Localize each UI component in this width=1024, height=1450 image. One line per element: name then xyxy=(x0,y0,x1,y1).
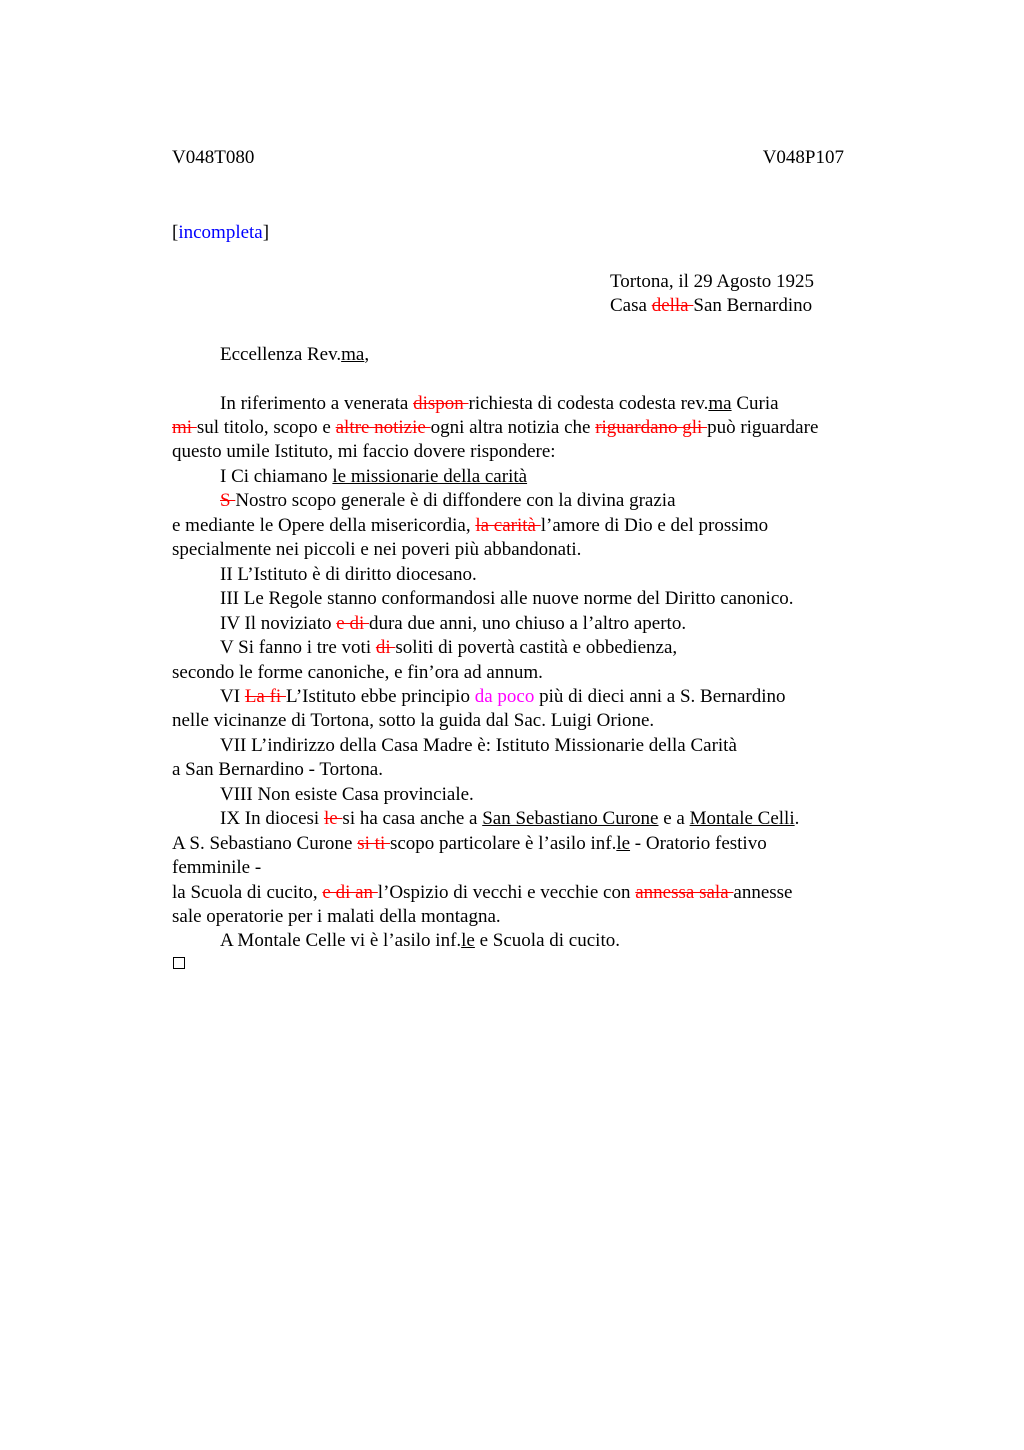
body-line: e mediante le Opere della misericordia, la carità l’amore di Dio e del prossimo xyxy=(172,515,769,536)
deleted-text: mi xyxy=(172,417,197,438)
body-line: A Montale Celle vi è l’asilo inf.le e Scuola di cucito. xyxy=(220,930,620,951)
status-note: [incompleta] xyxy=(172,222,270,243)
body-line: S Nostro scopo generale è di diffondere con la divina grazia xyxy=(220,490,676,511)
deleted-text: e di an xyxy=(322,882,378,903)
salutation: Eccellenza Rev.ma, xyxy=(220,344,370,365)
item-ix: IX In diocesi le si ha casa anche a San Sebastiano Curone e a Montale Celli. xyxy=(220,808,800,829)
body-line: a San Bernardino - Tortona. xyxy=(172,759,383,780)
body-line: la Scuola di cucito, e di an l’Ospizio di vecchi e vecchie con annessa sala annesse xyxy=(172,882,793,903)
body-line: specialmente nei piccoli e nei poveri più abbandonati. xyxy=(172,539,582,560)
deleted-text: si ti xyxy=(357,833,390,854)
casa-line: Casa della San Bernardino xyxy=(610,295,813,316)
item-v: V Si fanno i tre voti di soliti di povertà castità e obbedienza, xyxy=(220,637,678,658)
item-iii: III Le Regole stanno conformandosi alle nuove norme del Diritto canonico. xyxy=(220,588,794,609)
body-line: A S. Sebastiano Curone si ti scopo particolare è l’asilo inf.le - Oratorio festivo xyxy=(172,833,767,854)
deleted-text: di xyxy=(375,637,396,658)
item-vii: VII L’indirizzo della Casa Madre è: Istituto Missionarie della Carità xyxy=(220,735,737,756)
body-line: questo umile Istituto, mi faccio dovere rispondere: xyxy=(172,441,556,462)
place-date: Tortona, il 29 Agosto 1925 xyxy=(610,271,814,292)
deleted-text: dispon xyxy=(413,393,469,414)
body-line: mi sul titolo, scopo e altre notizie ogni altra notizia che riguardano gli può riguardare xyxy=(172,417,819,438)
end-marker-square xyxy=(173,957,185,969)
body-line: In riferimento a venerata dispon richiesta di codesta codesta rev.ma Curia xyxy=(220,393,779,414)
deleted-text: e di xyxy=(336,613,369,634)
item-vi: VI La fi L’Istituto ebbe principio da poco più di dieci anni a S. Bernardino xyxy=(220,686,786,707)
item-ii: II L’Istituto è di diritto diocesano. xyxy=(220,564,477,585)
deleted-text: La fi xyxy=(244,686,286,707)
body-line: sale operatorie per i malati della montagna. xyxy=(172,906,501,927)
deleted-text: le xyxy=(323,808,343,829)
body-line: nelle vicinanze di Tortona, sotto la guida dal Sac. Luigi Orione. xyxy=(172,710,655,731)
deleted-text: la carità xyxy=(475,515,541,536)
document-code-left: V048T080 xyxy=(172,147,255,168)
deleted-text: riguardano gli xyxy=(595,417,708,438)
item-viii: VIII Non esiste Casa provinciale. xyxy=(220,784,474,805)
deleted-text: altre notizie xyxy=(335,417,431,438)
incomplete-link[interactable]: incompleta xyxy=(178,222,263,243)
body-line: secondo le forme canoniche, e fin’ora ad annum. xyxy=(172,662,543,683)
inserted-text: da poco xyxy=(474,686,535,707)
deleted-text: S xyxy=(220,490,236,511)
document-code-right: V048P107 xyxy=(762,147,844,168)
body-line: femminile - xyxy=(172,857,262,878)
item-i: I Ci chiamano le missionarie della carità xyxy=(220,466,528,487)
deleted-text: della xyxy=(651,295,694,316)
item-iv: IV Il noviziato e di dura due anni, uno chiuso a l’altro aperto. xyxy=(220,613,687,634)
deleted-text: annessa sala xyxy=(635,882,734,903)
